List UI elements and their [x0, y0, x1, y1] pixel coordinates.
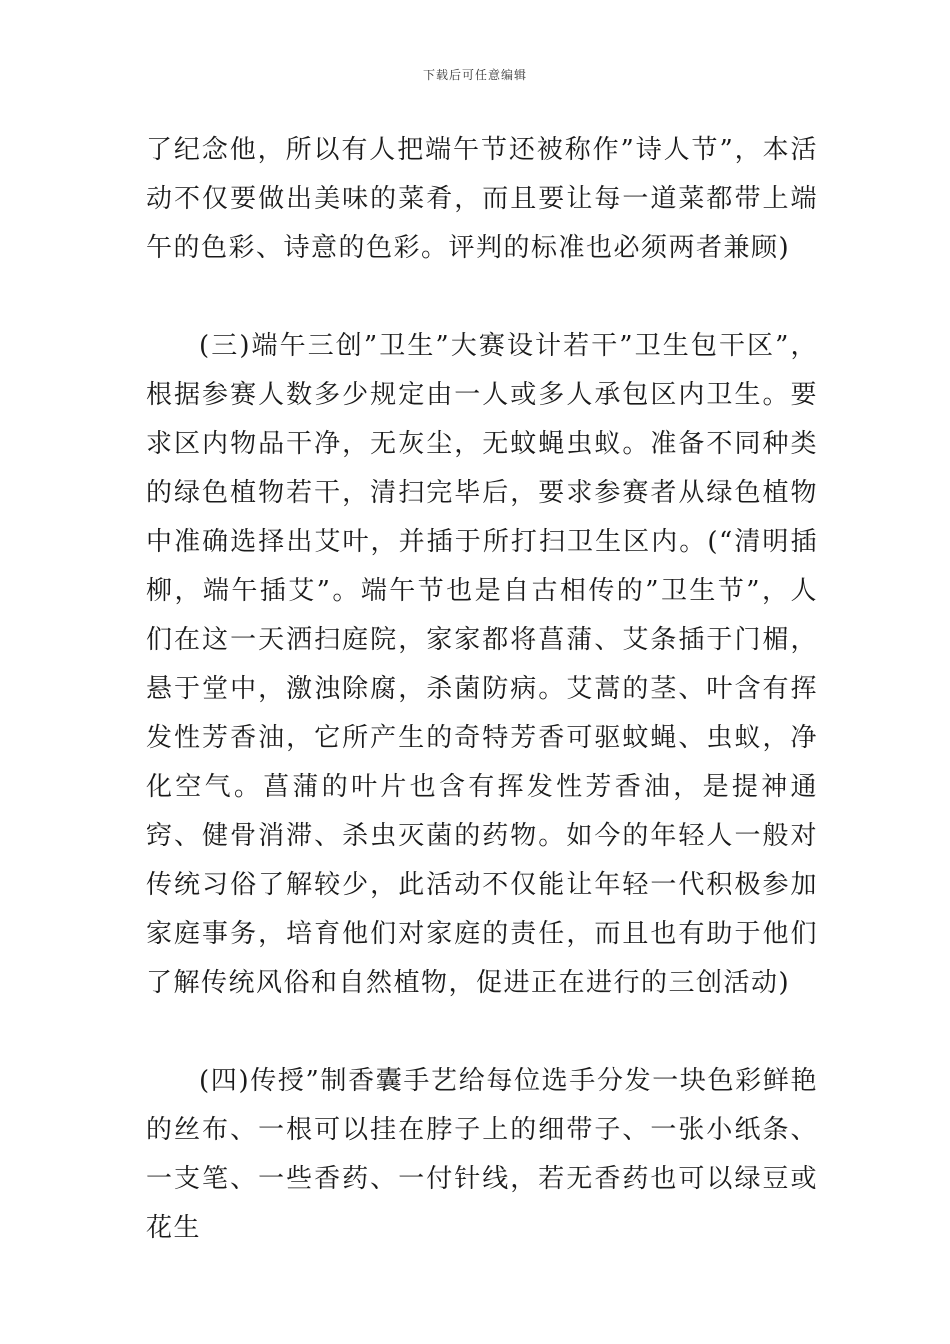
paragraph-section-four: (四)传授”制香囊手艺给每位选手分发一块色彩鲜艳的丝布、一根可以挂在脖子上的细带子、一张小纸条、一支笔、一些香药、一付针线，若无香药也可以绿豆或花生: [146, 1066, 818, 1243]
paragraph-section-three: (三)端午三创”卫生”大赛设计若干”卫生包干区”，根据参赛人数多少规定由一人或多人承包区内卫生。要求区内物品干净，无灰尘，无蚊蝇虫蚁。准备不同种类的绿色植物若干，清扫完毕后，要求参赛者从绿色植物中准确选择出艾叶，并插于所打扫卫生区内。(“清明插柳，端午插艾”。端午节也是自古相传的”卫生节”，人们在这一天洒扫庭院，家家都将菖蒲、艾条插于门楣，悬于堂中，激浊除腐，杀菌防病。艾蒿的茎、叶含有挥发性芳香油，它所产生的奇特芳香可驱蚊蝇、虫蚁，净化空气。菖蒲的叶片也含有挥发性芳香油，是提神通窍、健骨消滞、杀虫灭菌的药物。如今的年轻人一般对传统习俗了解较少，此活动不仅能让年轻一代积极参加家庭事务，培育他们对家庭的责任，而且也有助于他们了解传统风俗和自然植物，促进正在进行的三创活动): [146, 331, 818, 998]
paragraph-gap: [146, 273, 818, 322]
document-body: [146, 126, 818, 1253]
page-header-note: 下载后可任意编辑: [422, 68, 527, 82]
paragraph-gap: [146, 1008, 818, 1057]
paragraph-continuation: 了纪念他，所以有人把端午节还被称作”诗人节”，本活动不仅要做出美味的菜肴，而且要让每一道菜都带上端午的色彩、诗意的色彩。评判的标准也必须两者兼顾): [146, 135, 818, 263]
